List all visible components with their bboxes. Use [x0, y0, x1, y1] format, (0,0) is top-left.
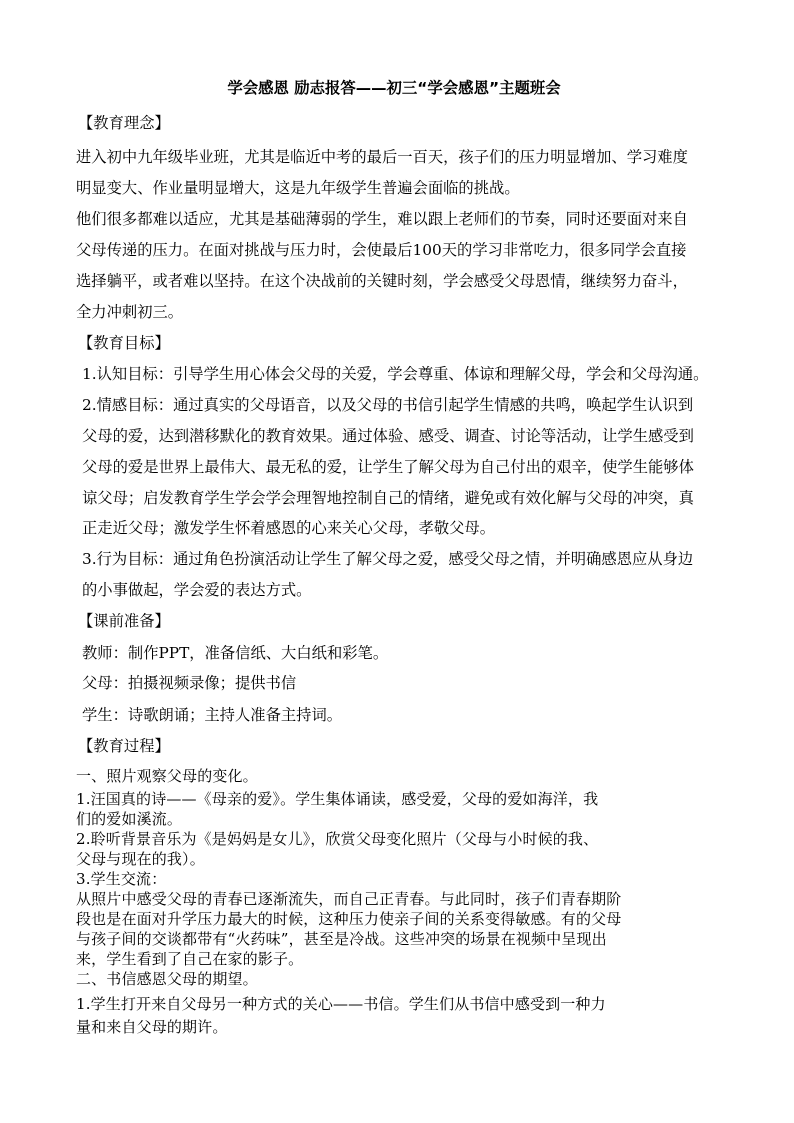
paragraph-line: 2.情感目标：通过真实的父母语音，以及父母的书信引起学生情感的共鸣，唤起学生认识到: [82, 396, 694, 414]
paragraph-line: 3.学生交流：: [76, 870, 167, 888]
paragraph-line: 们的爱如溪流。: [76, 810, 183, 828]
paragraph-line: 他们很多都难以适应，尤其是基础薄弱的学生，难以跟上老师们的节奏，同时还要面对来自: [76, 210, 688, 228]
paragraph-line: 父母的爱，达到潜移默化的教育效果。通过体验、感受、调查、讨论等活动，让学生感受到: [82, 427, 694, 445]
paragraph-line: 正走近父母；激发学生怀着感恩的心来关心父母，孝敬父母。: [82, 519, 496, 537]
paragraph-line: 二、书信感恩父母的期望。: [76, 970, 258, 988]
paragraph-line: 父母的爱是世界上最伟大、最无私的爱，让学生了解父母为自己付出的艰辛，使学生能够体: [82, 458, 694, 476]
paragraph-line: 一、照片观察父母的变化。: [76, 767, 258, 785]
paragraph-line: 段也是在面对升学压力最大的时候，这种压力使亲子间的关系变得敏感。有的父母: [76, 910, 622, 928]
document-title: 学会感恩 励志报答——初三“学会感恩”主题班会: [227, 79, 561, 97]
paragraph-line: 来，学生看到了自己在家的影子。: [76, 950, 304, 968]
paragraph-line: 的小事做起，学会爱的表达方式。: [82, 581, 312, 599]
paragraph-line: 父母与现在的我）。: [76, 850, 205, 868]
paragraph-line: 选择躺平，或者难以坚持。在这个决战前的关键时刻，学会感受父母恩情，继续努力奋斗，: [76, 272, 688, 290]
paragraph-line: 谅父母；启发教育学生学会学会理智地控制自己的情绪，避免或有效化解与父母的冲突，真: [82, 489, 694, 507]
paragraph-line: 1.认知目标：引导学生用心体会父母的关爱，学会尊重、体谅和理解父母，学会和父母沟通。: [82, 365, 709, 383]
paragraph-line: 父母传递的压力。在面对挑战与压力时，会使最后100天的学习非常吃力，很多同学会直接: [76, 241, 687, 259]
paragraph-line: 学生：诗歌朗诵；主持人准备主持词。: [82, 706, 343, 724]
paragraph-line: 1.学生打开来自父母另一种方式的关心——书信。学生们从书信中感受到一种力: [76, 995, 606, 1013]
paragraph-line: 与孩子间的交谈都带有“火药味”，甚至是冷战。这些冲突的场景在视频中呈现出: [76, 930, 607, 948]
paragraph-line: 1.汪国真的诗——《母亲的爱》。学生集体诵读，感受爱，父母的爱如海洋，我: [76, 790, 599, 808]
paragraph-line: 教师：制作PPT，准备信纸、大白纸和彩笔。: [82, 644, 389, 662]
section-heading-preparation: 【课前准备】: [78, 612, 170, 630]
paragraph-line: 3.行为目标：通过角色扮演活动让学生了解父母之爱，感受父母之情，并明确感恩应从身边: [82, 550, 694, 568]
paragraph-line: 明显变大、作业量明显增大，这是九年级学生普遍会面临的挑战。: [76, 179, 520, 197]
paragraph-line: 父母：拍摄视频录像；提供书信: [82, 674, 297, 692]
section-heading-education-goals: 【教育目标】: [78, 334, 170, 352]
paragraph-line: 进入初中九年级毕业班，尤其是临近中考的最后一百天，孩子们的压力明显增加、学习难度: [76, 148, 688, 166]
section-heading-education-process: 【教育过程】: [78, 737, 170, 755]
paragraph-line: 2.聆听背景音乐为《是妈妈是女儿》，欣赏父母变化照片（父母与小时候的我、: [76, 830, 599, 848]
paragraph-line: 全力冲刺初三。: [76, 303, 184, 321]
paragraph-line: 量和来自父母的期许。: [76, 1018, 228, 1036]
section-heading-education-concept: 【教育理念】: [78, 114, 170, 132]
paragraph-line: 从照片中感受父母的青春已逐渐流失，而自己正青春。与此同时，孩子们青春期阶: [76, 890, 622, 908]
